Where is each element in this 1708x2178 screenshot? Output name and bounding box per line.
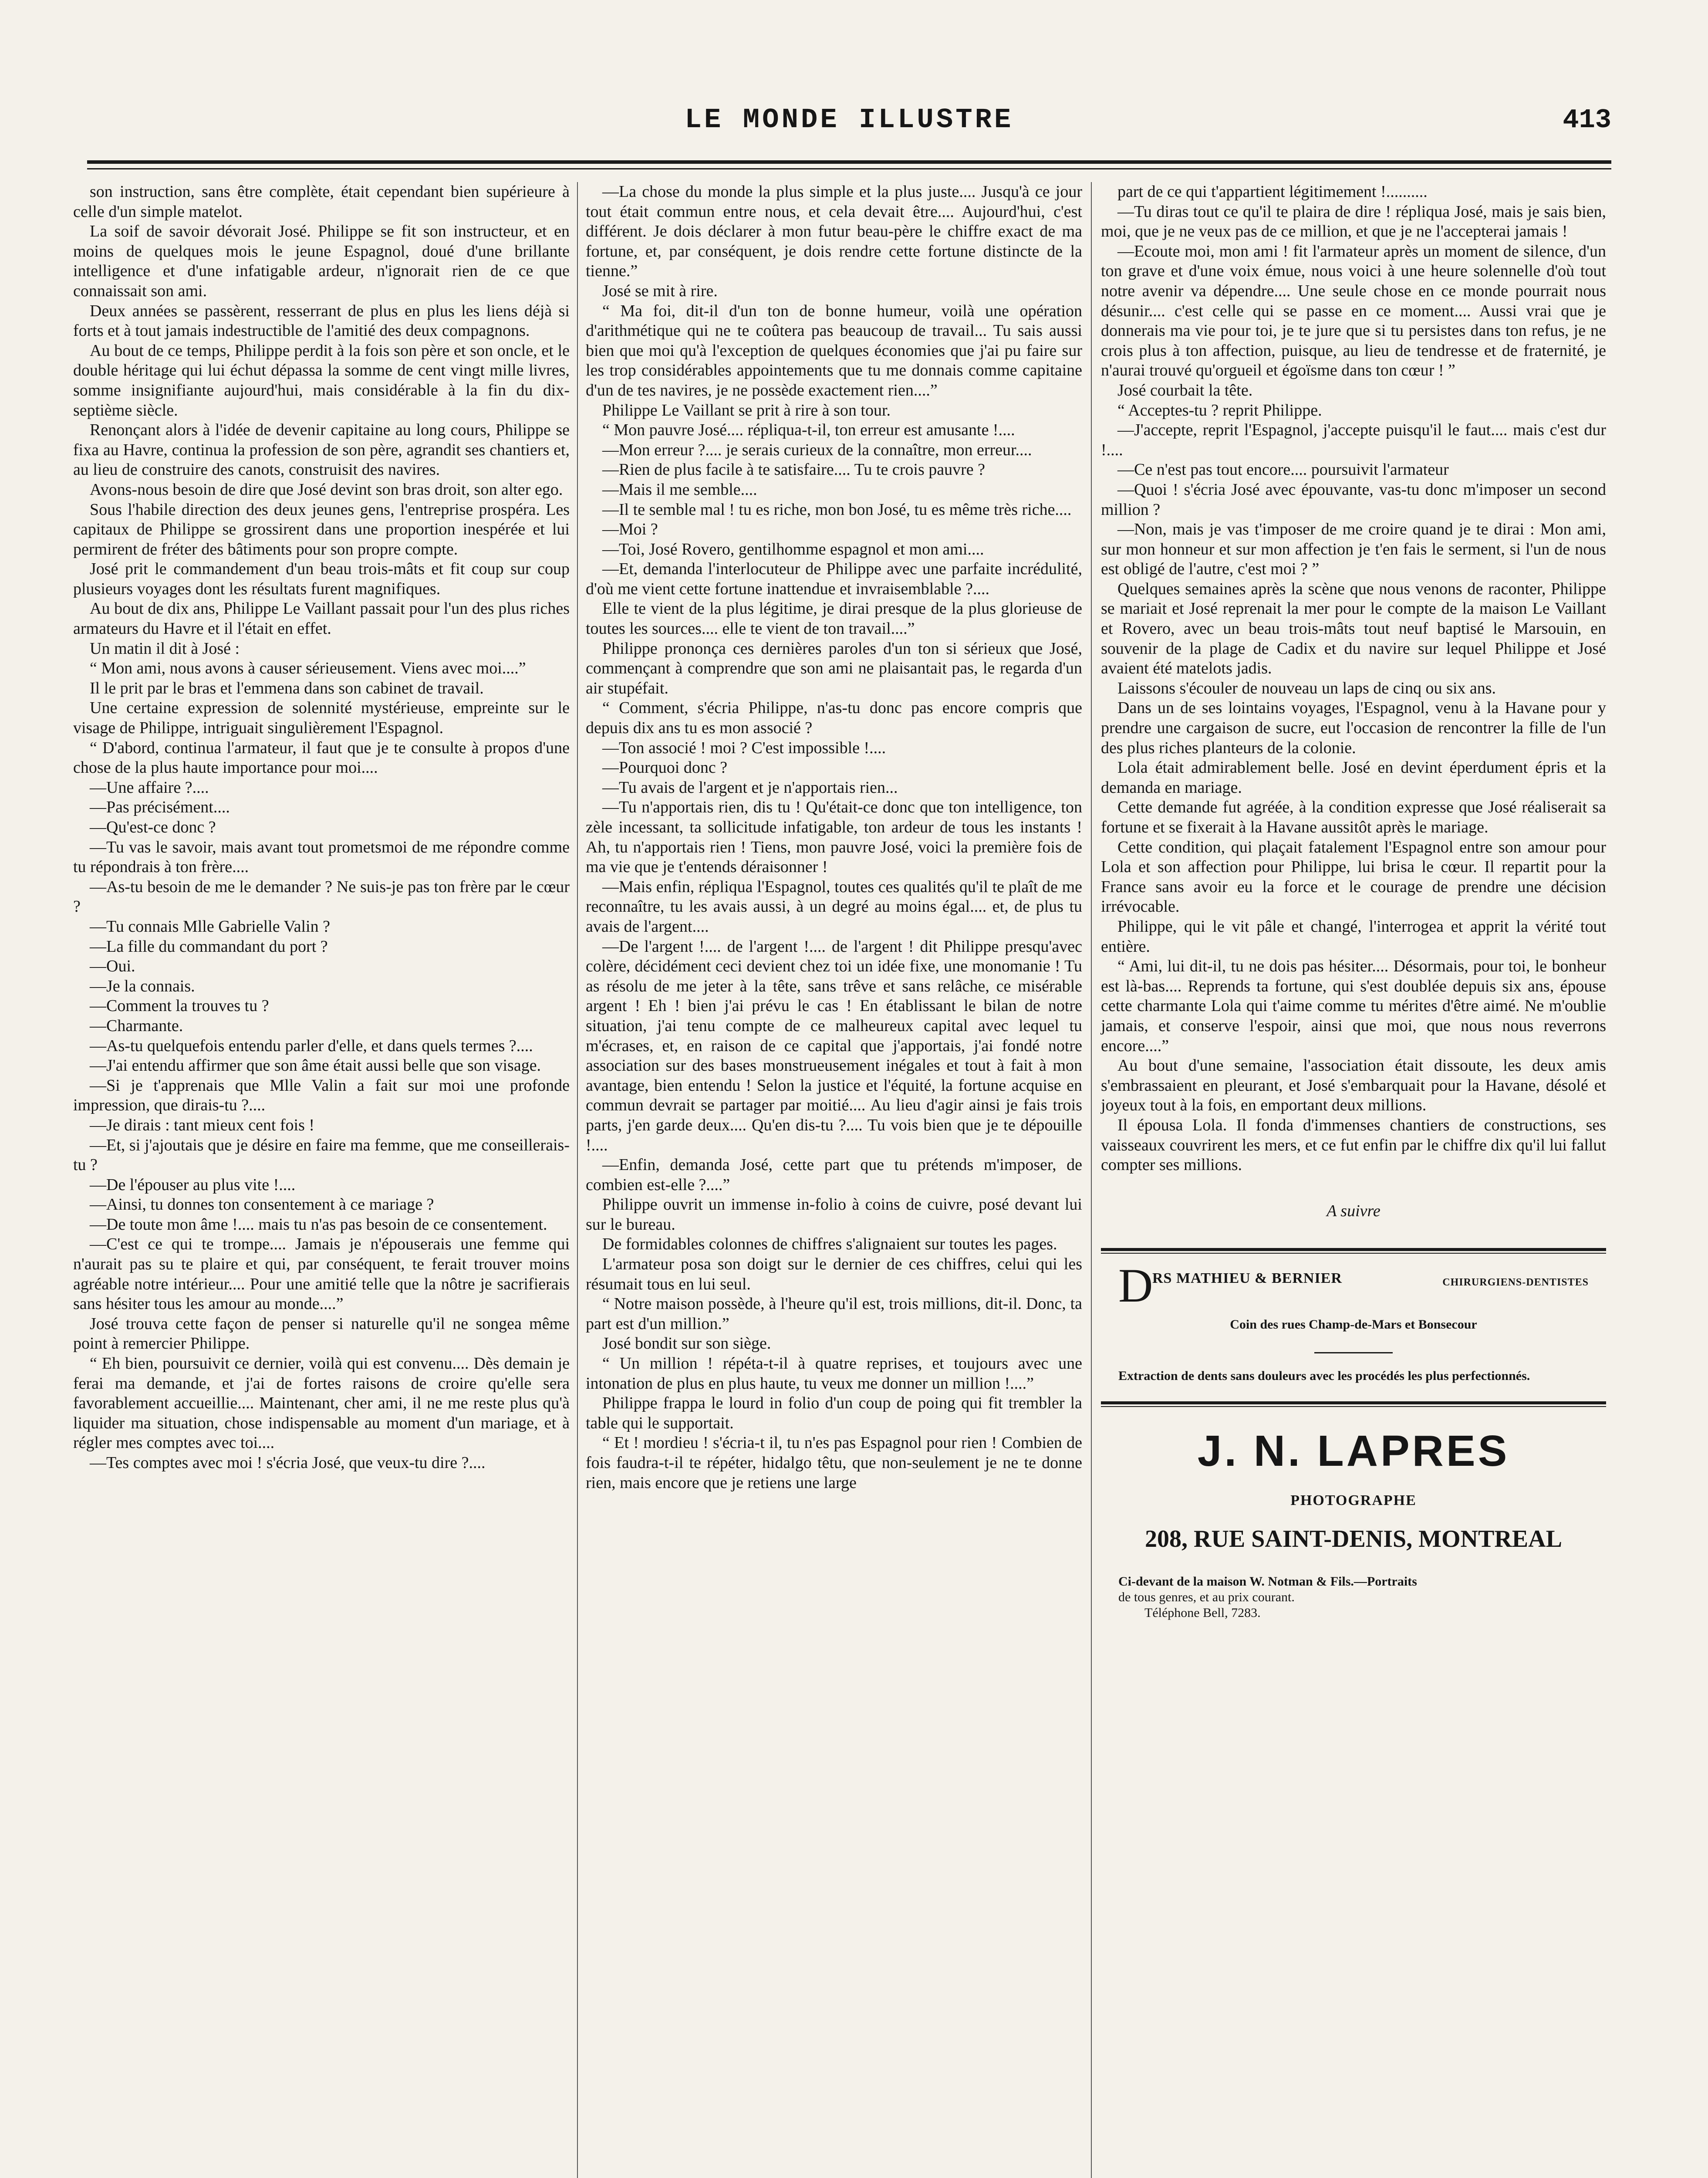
article-paragraph: —Mon erreur ?.... je serais curieux de la connaître, mon erreur.... [602,440,1032,459]
article-paragraph: —As-tu besoin de me le demander ? Ne suis-je pas ton frère par le cœur ? [73,877,570,916]
ad-photographer-note-2: de tous genres, et au prix courant. [1118,1590,1295,1605]
article-paragraph: “ Mon pauvre José.... répliqua-t-il, ton erreur est amusante !.... [602,421,1015,440]
article-paragraph: —Charmante. [90,1016,183,1035]
article-paragraph: Au bout de dix ans, Philippe Le Vaillant passait pour l'un des plus riches armateurs du Havre et il l'était en effet. [73,599,570,638]
newspaper-title: LE MONDE ILLUSTRE [685,105,1014,136]
ad-rule-thick [1101,1248,1606,1251]
article-paragraph: —Ecoute moi, mon ami ! fit l'armateur après un moment de silence, d'un ton grave et d'une voix émue, nous voici à une heure solennelle d'où tout notre avenir va dépendre.... Une seule chose en ce monde pourrait nous désunir.... c'est celle qui se passe en ce moment.... Aussi vrai que je donnerais ma vie pour toi, je te jure que si tu persistes dans ton refus, je ne crois plus à ton affection, puisque, au lieu de tendresse et de fraternité, je n'aurai trouvé qu'orgueil et égoïsme dans ton cœur ! ” [1101,242,1606,380]
article-paragraph: José bondit sur son siège. [602,1334,771,1353]
article-paragraph: José trouva cette façon de penser si naturelle qu'il ne songea même point à remercier Philippe. [73,1314,570,1353]
article-paragraph: —Quoi ! s'écria José avec épouvante, vas-tu donc m'imposer un second million ? [1101,480,1606,519]
ad-photographer-note: Ci-devant de la maison W. Notman & Fils.—Portraits [1118,1574,1417,1589]
ad-rule-thin [1101,1253,1606,1254]
article-paragraph: Philippe ouvrit un immense in-folio à coins de cuivre, posé devant lui sur le bureau. [586,1195,1082,1234]
article-paragraph: Au bout d'une semaine, l'association était dissoute, les deux amis s'embrassaient en pleurant, et José s'embarquait pour la Havane, désolé et joyeux tout à la fois, en emportant deux millions. [1101,1056,1606,1115]
article-paragraph: —Je dirais : tant mieux cent fois ! [90,1116,315,1134]
article-paragraph: —Ton associé ! moi ? C'est impossible !.... [602,738,886,757]
article-paragraph: Une certaine expression de solennité mystérieuse, empreinte sur le visage de Philippe, intriguait singulièrement l'Espagnol. [73,699,570,737]
article-paragraph: —La chose du monde la plus simple et la plus juste.... Jusqu'à ce jour tout était commun entre nous, et cela devait être.... Aujourd'hui, c'est différent. Je dois déclarer à mon futur beau-père le chiffre exact de ma fortune, et, par conséquent, je dois rendre cette fortune distincte de la tienne.” [586,183,1082,281]
text-column-3-body [1101,182,1606,1175]
article-paragraph: Philippe Le Vaillant se prit à rire à son tour. [602,401,891,419]
article-paragraph: Avons-nous besoin de dire que José devint son bras droit, son alter ego. [90,480,563,499]
article-paragraph: —Tu diras tout ce qu'il te plaira de dire ! répliqua José, mais je sais bien, moi, que je ne veux pas de ce million, et que je ne l'accepterai jamais ! [1101,202,1606,241]
photographer-advertisement [1101,1427,1606,1621]
article-paragraph: —J'ai entendu affirmer que son âme était aussi belle que son visage. [90,1056,541,1075]
page-header [87,105,1611,152]
article-paragraph: Philippe, qui le vit pâle et changé, l'interrogea et apprit la vérité tout entière. [1101,917,1606,956]
article-paragraph: part de ce qui t'appartient légitimement !.......... [1117,183,1428,201]
article-paragraph: Dans un de ses lointains voyages, l'Espagnol, venu à la Havane pour y prendre une cargaison de sucre, eut l'occasion de rencontrer la fille de l'un des plus riches planteurs de la colonie. [1101,699,1606,757]
article-paragraph: —Enfin, demanda José, cette part que tu prétends m'imposer, de combien est-elle ?....” [586,1156,1082,1194]
article-paragraph: Cette demande fut agréée, à la condition expresse que José réaliserait sa fortune et se fixerait à la Havane aussitôt après le mariage. [1101,798,1606,836]
ad-dentist-role: CHIRURGIENS-DENTISTES [1442,1277,1589,1289]
column-divider [1091,182,1092,2178]
column-divider [577,182,578,2178]
article-paragraph: “ Mon ami, nous avons à causer sérieusement. Viens avec moi....” [90,659,526,678]
article-paragraph: —Tu avais de l'argent et je n'apportais rien... [602,778,898,797]
article-paragraph: “ Acceptes-tu ? reprit Philippe. [1117,401,1322,419]
article-paragraph: —Si je t'apprenais que Mlle Valin a fait sur moi une profonde impression, que dirais-tu ?.... [73,1076,570,1115]
article-paragraph: —Je la connais. [90,977,195,995]
article-paragraph: —De toute mon âme !.... mais tu n'as pas besoin de ce consentement. [90,1215,547,1234]
article-paragraph: —Une affaire ?.... [90,778,209,797]
article-paragraph: “ Eh bien, poursuivit ce dernier, voilà qui est convenu.... Dès demain je ferai ma demande, et j'ai de fortes raisons de croire qu'elle sera favorablement accueillie.... Maintenant, cher ami, il ne me reste plus qu'à liquider ma situation, chose indispensable au moment d'un mariage, et à régler mes comptes avec toi.... [73,1354,570,1452]
article-paragraph: Renonçant alors à l'idée de devenir capitaine au long cours, Philippe se fixa au Havre, continua la profession de son père, agrandit ses chantiers et, au lieu de construire des canots, construisit des navires. [73,421,570,479]
article-paragraph: José prit le commandement d'un beau trois-mâts et fit coup sur coup plusieurs voyages dont les résultats furent magnifiques. [73,560,570,598]
article-paragraph: Cette condition, qui plaçait fatalement l'Espagnol entre son amour pour Lola et son affection pour Philippe, lui brisa le cœur. Il repartit pour la France sans avoir eu la force et le courage de prendre une décision irrévocable. [1101,838,1606,916]
article-paragraph: Deux années se passèrent, resserrant de plus en plus les liens déjà si forts et à tout jamais indestructible de l'amitié des deux compagnons. [73,301,570,340]
article-paragraph: —Qu'est-ce donc ? [90,818,216,836]
ad-rule-thick [1101,1401,1606,1404]
header-rule-thick [87,160,1611,164]
article-paragraph: —Non, mais je vas t'imposer de me croire quand je te dirai : Mon ami, sur mon honneur et sur mon affection je t'en fais le serment, si l'un de nous est obligé de l'autre, c'est moi ? ” [1101,520,1606,578]
article-paragraph: —Comment la trouves tu ? [90,997,269,1015]
article-paragraph: —J'accepte, reprit l'Espagnol, j'accepte puisqu'il le faut.... mais c'est dur !.... [1101,421,1606,459]
article-paragraph: —La fille du commandant du port ? [90,937,328,956]
text-column-1 [73,182,570,1473]
article-paragraph: L'armateur posa son doigt sur le dernier de ces chiffres, celui qui les résumait tous en lui seul. [586,1255,1082,1293]
article-paragraph: Lola était admirablement belle. José en devint éperdument épris et la demanda en mariage. [1101,758,1606,797]
ad-dropcap: D [1118,1259,1153,1312]
ad-dentist-address: Coin des rues Champ-de-Mars et Bonsecour [1230,1317,1477,1332]
article-paragraph: José courbait la tête. [1117,381,1253,399]
article-paragraph: —De l'épouser au plus vite !.... [90,1175,296,1194]
article-paragraph: Elle te vient de la plus légitime, je dirai presque de la plus glorieuse de toutes les sources.... elle te vient de ton travail....” [586,599,1082,638]
article-paragraph: “ Comment, s'écria Philippe, n'as-tu donc pas encore compris que depuis dix ans tu es mon associé ? [586,699,1082,737]
article-paragraph: —Mais enfin, répliqua l'Espagnol, toutes ces qualités qu'il te plaît de me reconnaître, tu les avais aussi, à un degré au moins égal.... et, de plus tu avais de l'argent.... [586,877,1082,936]
article-paragraph: —Pourquoi donc ? [602,758,728,777]
article-paragraph: —Mais il me semble.... [602,480,757,499]
article-paragraph: —Et, si j'ajoutais que je désire en faire ma femme, que me conseillerais-tu ? [73,1136,570,1174]
article-paragraph: —Oui. [90,957,135,976]
article-paragraph: Il épousa Lola. Il fonda d'immenses chantiers de constructions, ses vaisseaux couvrirent les mers, et ce fut enfin par le chiffre dix qu'il lui fallut compter ses millions. [1101,1116,1606,1174]
article-paragraph: Quelques semaines après la scène que nous venons de raconter, Philippe se mariait et José reprenait la mer pour le compte de la maison Le Vaillant et Rovero, avec un beau trois-mâts tout neuf baptisé le Marsouin, en souvenir de la plage de Cadix et du navire sur lequel Philippe et José avaient été matelots jadis. [1101,579,1606,678]
to-be-continued: A suivre [1327,1201,1381,1220]
ad-photographer-role: PHOTOGRAPHE [1290,1492,1417,1508]
article-paragraph: —Tu n'apportais rien, dis tu ! Qu'était-ce donc que ton intelligence, ton zèle incessant, ta sollicitude infatigable, ton ardeur de tous les instants ! Ah, tu n'apportais rien ! Tiens, mon pauvre José, voici la première fois de ma vie que je t'entends déraisonner ! [586,798,1082,876]
article-paragraph: “ Ma foi, dit-il d'un ton de bonne humeur, voilà une opération d'arithmétique qui ne te coûtera pas beaucoup de travail... Tu sais aussi bien que moi qu'à l'exception de quelques économies que j'ai pu faire sur les trop considérables appointements que tu me donnais comme capitaine d'un de tes navires, je ne possède exactement rien....” [586,301,1082,399]
header-rule-thin [87,168,1611,169]
article-paragraph: —Rien de plus facile à te satisfaire.... Tu te crois pauvre ? [602,460,986,479]
article-paragraph: son instruction, sans être complète, était cependant bien supérieure à celle d'un simple matelot. [73,183,570,221]
ad-divider [1314,1352,1393,1353]
ad-photographer-phone: Téléphone Bell, 7283. [1144,1606,1261,1620]
article-paragraph: José se mit à rire. [602,281,718,300]
article-paragraph: —As-tu quelquefois entendu parler d'elle, et dans quels termes ?.... [90,1036,533,1055]
text-column-2 [586,182,1082,1493]
article-paragraph: De formidables colonnes de chiffres s'alignaient sur toutes les pages. [602,1235,1057,1254]
article-paragraph: —Ce n'est pas tout encore.... poursuivit l'armateur [1117,460,1449,479]
ad-photographer-address: 208, RUE SAINT-DENIS, MONTREAL [1145,1525,1562,1553]
ad-dentist-names: RS MATHIEU & BERNIER [1152,1270,1342,1287]
article-paragraph: Laissons s'écouler de nouveau un laps de cinq ou six ans. [1117,679,1496,697]
ad-dentist-note: Extraction de dents sans douleurs avec les procédés les plus perfectionnés. [1118,1368,1530,1383]
article-paragraph: Sous l'habile direction des deux jeunes gens, l'entreprise prospéra. Les capitaux de Philippe se grossirent dans une proportion inespérée et lui permirent de fréter des bâtiments pour son propre compte. [73,500,570,558]
article-paragraph: Philippe prononça ces dernières paroles d'un ton si sérieux que José, commençant à comprendre que son ami ne plaisantait pas, le regarda d'un air stupéfait. [586,639,1082,697]
article-paragraph: —Tes comptes avec moi ! s'écria José, que veux-tu dire ?.... [90,1454,486,1472]
page-number: 413 [1563,105,1611,135]
article-paragraph: —Il te semble mal ! tu es riche, mon bon José, tu es même très riche.... [602,500,1072,519]
text-column-3 [1101,182,1606,1621]
article-paragraph: —Pas précisément.... [90,798,230,817]
article-paragraph: Il le prit par le bras et l'emmena dans son cabinet de travail. [90,679,484,697]
article-paragraph: —Tu vas le savoir, mais avant tout prometsmoi de me répondre comme tu répondrais à ton frère.... [73,838,570,876]
article-paragraph: Au bout de ce temps, Philippe perdit à la fois son père et son oncle, et le double héritage qui lui échut dépassa la somme de cent vingt mille livres, somme insignifiante aujourd'hui, mais considérable à la fin du dix-septième siècle. [73,341,570,419]
article-paragraph: Philippe frappa le lourd in folio d'un coup de poing qui fit trembler la table qui le supportait. [586,1394,1082,1432]
article-paragraph: Un matin il dit à José : [90,639,240,658]
article-paragraph: —Toi, José Rovero, gentilhomme espagnol et mon ami.... [602,540,984,558]
dentist-advertisement [1101,1259,1606,1384]
article-paragraph: —Tu connais Mlle Gabrielle Valin ? [90,917,330,936]
article-paragraph: “ Et ! mordieu ! s'écria-t il, tu n'es pas Espagnol pour rien ! Combien de fois faudra-t-il te répéter, hidalgo têtu, que non-seulement je ne te donne rien, mais encore que je retiens une large [586,1434,1082,1492]
article-paragraph: —Et, demanda l'interlocuteur de Philippe avec une parfaite incrédulité, d'où me vient cette fortune inattendue et invraisemblable ?.... [586,560,1082,598]
ad-photographer-name: J. N. LAPRES [1197,1426,1510,1475]
article-paragraph: “ Un million ! répéta-t-il à quatre reprises, et toujours avec une intonation de plus en plus haute, tu veux me donner un million !....” [586,1354,1082,1393]
article-paragraph: —C'est ce qui te trompe.... Jamais je n'épouserais une femme qui n'aurait pas su te plaire et qui, par conséquent, te ferait trouver moins agréable notre intérieur.... Pour une amitié telle que la nôtre je sacrifierais sans hésiter tous les amour au monde....” [73,1235,570,1313]
article-paragraph: —Ainsi, tu donnes ton consentement à ce mariage ? [90,1195,434,1214]
article-paragraph: “ D'abord, continua l'armateur, il faut que je te consulte à propos d'une chose de la plus haute importance pour moi.... [73,738,570,777]
article-paragraph: La soif de savoir dévorait José. Philippe se fit son instructeur, et en moins de quelques mois le jeune Espagnol, doué d'une brillante intelligence et d'une infatigable ardeur, n'ignorait rien de ce que connaissait son ami. [73,222,570,300]
article-paragraph: —De l'argent !.... de l'argent !.... de l'argent ! dit Philippe presqu'avec colère, décidément ceci devient chez toi un idée fixe, une monomanie ! Tu as résolu de me jeter à la tête, sans trêve et sans relâche, ce misérable argent ! Eh ! bien j'ai prévu le cas ! En établissant le bilan de notre situation, j'ai tenu compte de ce malheureux capital avec lequel tu m'écrases, et, en raison de ce capital que j'apportais, j'ai fondé notre association sur des bases monstrueusement inégales et tout à fait à mon avantage, bien entendu ! Selon la justice et l'équité, la fortune acquise en commun devrait se partager par moitié.... Au lieu d'agir ainsi je fais trois parts, j'en garde deux.... Qu'en dis-tu ?.... Tu vois bien que je te dépouille !.... [586,937,1082,1154]
ad-rule-thin [1101,1406,1606,1407]
article-paragraph: “ Ami, lui dit-il, tu ne dois pas hésiter.... Désormais, pour toi, le bonheur est là-bas.... Reprends ta fortune, qui s'est doublée depuis six ans, épouse cette charmante Lola qui t'aime comme tu mérites d'être aimé. Ne m'oublie jamais, et conserve l'espoir, ainsi que moi, que nous nous reverrons encore....” [1101,957,1606,1055]
article-paragraph: —Moi ? [602,520,658,539]
article-paragraph: “ Notre maison possède, à l'heure qu'il est, trois millions, dit-il. Donc, ta part est d'un million.” [586,1295,1082,1333]
